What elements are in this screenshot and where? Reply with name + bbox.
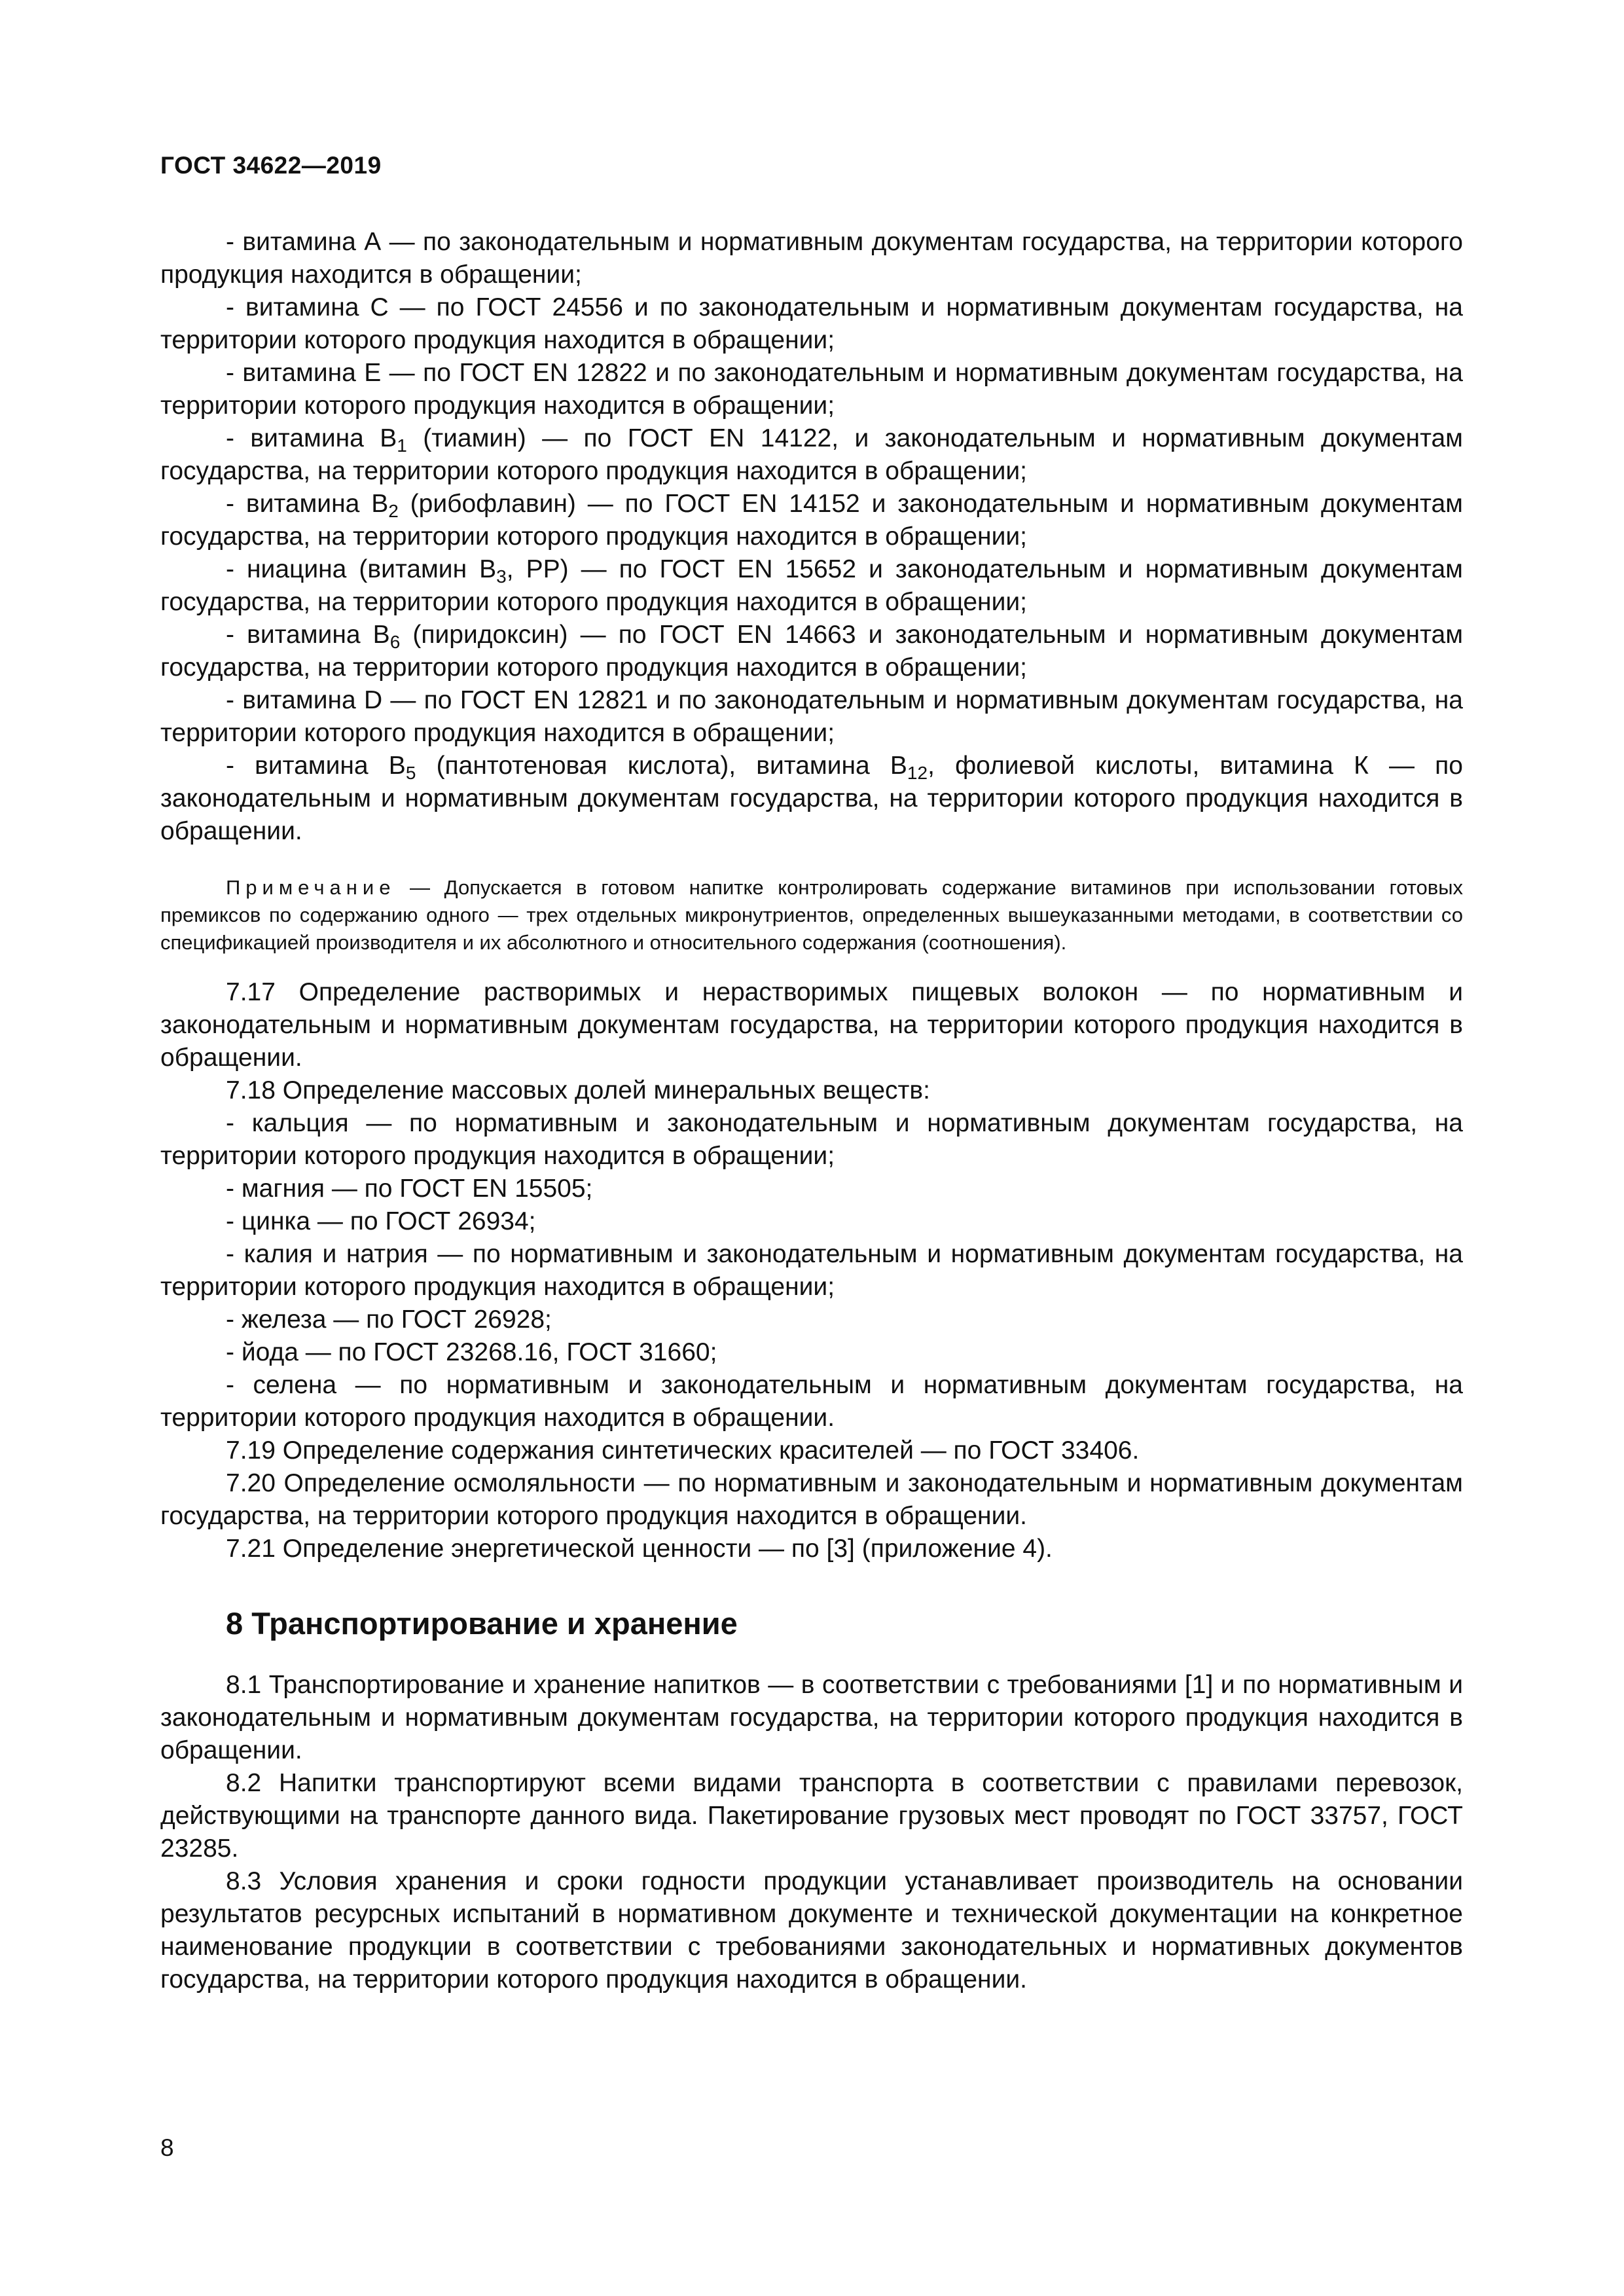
subscript: 3 [496, 566, 507, 587]
note-label: Примечание [226, 876, 396, 899]
paragraph: 7.19 Определение содержания синтетических красителей — по ГОСТ 33406. [226, 1436, 1140, 1465]
text: - витамина С — по ГОСТ 24556 и по законодательным и нормативным документам государства, на территории которого продукция находится в обращении; [160, 293, 1463, 354]
page-number: 8 [160, 2134, 174, 2161]
text: (пиридоксин) — по ГОСТ EN 14663 и законодательным и нормативным документам государства, на территории которого продукция находится в обращении; [160, 621, 1464, 682]
text: , PP) — по ГОСТ EN 15652 и законодательным и нормативным документам государства, на территории которого продукция находится в обращении; [160, 555, 1463, 616]
text: - витамина B [226, 490, 389, 518]
paragraph: - железа — по ГОСТ 26928; [226, 1305, 552, 1334]
vitamin-item [160, 619, 1463, 684]
text: - витамина B [226, 424, 397, 452]
vitamin-item [160, 750, 1463, 848]
vitamin-item [160, 422, 1463, 488]
paragraph: - йода — по ГОСТ 23268.16, ГОСТ 31660; [226, 1338, 717, 1366]
note [160, 874, 1463, 957]
text: - ниацина (витамин B [226, 555, 497, 583]
vitamin-item [160, 488, 1463, 553]
paragraph: 8.1 Транспортирование и хранение напитков — в соответствии с требованиями [1] и по нормативным и законодательным и нормативным документам государства, на территории которого продукция находится в обращении. [160, 1671, 1463, 1764]
paragraph: 7.20 Определение осмоляльности — по нормативным и законодательным и нормативным документам государства, на территории которого продукция находится в обращении. [160, 1469, 1463, 1530]
section-title: 8 Транспортирование и хранение [226, 1606, 738, 1641]
vitamin-item [160, 553, 1463, 619]
text: - витамина Е — по ГОСТ EN 12822 и по законодательным и нормативным документам государства, на территории которого продукция находится в обращении; [160, 359, 1463, 420]
paragraph: 7.18 Определение массовых долей минеральных веществ: [226, 1076, 930, 1104]
document-body [160, 226, 1463, 1996]
paragraph: - цинка — по ГОСТ 26934; [226, 1207, 536, 1235]
paragraph: - кальция — по нормативным и законодательным и нормативным документам государства, на территории которого продукция находится в обращении; [160, 1109, 1463, 1170]
paragraph: - магния — по ГОСТ EN 15505; [226, 1175, 593, 1203]
text: - витамина B [226, 752, 406, 780]
text: (рибофлавин) — по ГОСТ EN 14152 и законодательным и нормативным документам государства, на территории которого продукция находится в обращении; [160, 490, 1463, 551]
subscript: 2 [388, 501, 399, 521]
text: - витамина B [226, 621, 390, 649]
paragraph: 7.17 Определение растворимых и нерастворимых пищевых волокон — по нормативным и законодательным и нормативным документам государства, на территории которого продукция находится в обращении. [160, 978, 1463, 1072]
paragraph: 7.21 Определение энергетической ценности — по [3] (приложение 4). [226, 1535, 1053, 1563]
vitamin-item [160, 291, 1463, 357]
vitamin-item [160, 357, 1463, 422]
subscript: 5 [405, 763, 416, 783]
text: (тиамин) — по ГОСТ EN 14122, и законодательным и нормативным документам государства, на территории которого продукция находится в обращении; [160, 424, 1463, 485]
text: - витамина D — по ГОСТ EN 12821 и по законодательным и нормативным документам государства, на территории которого продукция находится в обращении; [160, 686, 1463, 747]
subscript: 12 [907, 763, 928, 783]
paragraph: 8.3 Условия хранения и сроки годности продукции устанавливает производитель на основании результатов ресурсных испытаний в нормативном документе и технической документации на конкретное наименование продукции в соответствии с требованиями законодательных и нормативных документов государства, на территории которого продукция находится в обращении. [160, 1867, 1463, 1994]
subscript: 6 [389, 632, 401, 652]
text: (пантотеновая кислота), витамина B [416, 752, 907, 780]
note-text: — Допускается в готовом напитке контролировать содержание витаминов при использовании готовых премиксов по содержанию одного — трех отдельных микронутриентов, определенных вышеуказанными методами, в соответствии со спецификацией производителя и их абсолютного и относительного содержания (соотношения). [160, 876, 1463, 954]
vitamin-item [160, 226, 1463, 291]
paragraph: - селена — по нормативным и законодательным и нормативным документам государства, на территории которого продукция находится в обращении. [160, 1371, 1463, 1432]
vitamin-item [160, 684, 1463, 750]
text: , фолиевой кислоты, витамина К — по законодательным и нормативным документам государства, на территории которого продукция находится в обращении. [160, 752, 1463, 845]
document-header: ГОСТ 34622—2019 [160, 152, 382, 179]
text: - витамина А — по законодательным и нормативным документам государства, на территории которого продукция находится в обращении; [160, 228, 1463, 289]
paragraph: 8.2 Напитки транспортируют всеми видами транспорта в соответствии с правилами перевозок, действующими на транспорте данного вида. Пакетирование грузовых мест проводят по ГОСТ 33757, ГОСТ 23285. [160, 1769, 1463, 1863]
paragraph: - калия и натрия — по нормативным и законодательным и нормативным документам государства, на территории которого продукция находится в обращении; [160, 1240, 1463, 1301]
subscript: 1 [397, 435, 407, 456]
